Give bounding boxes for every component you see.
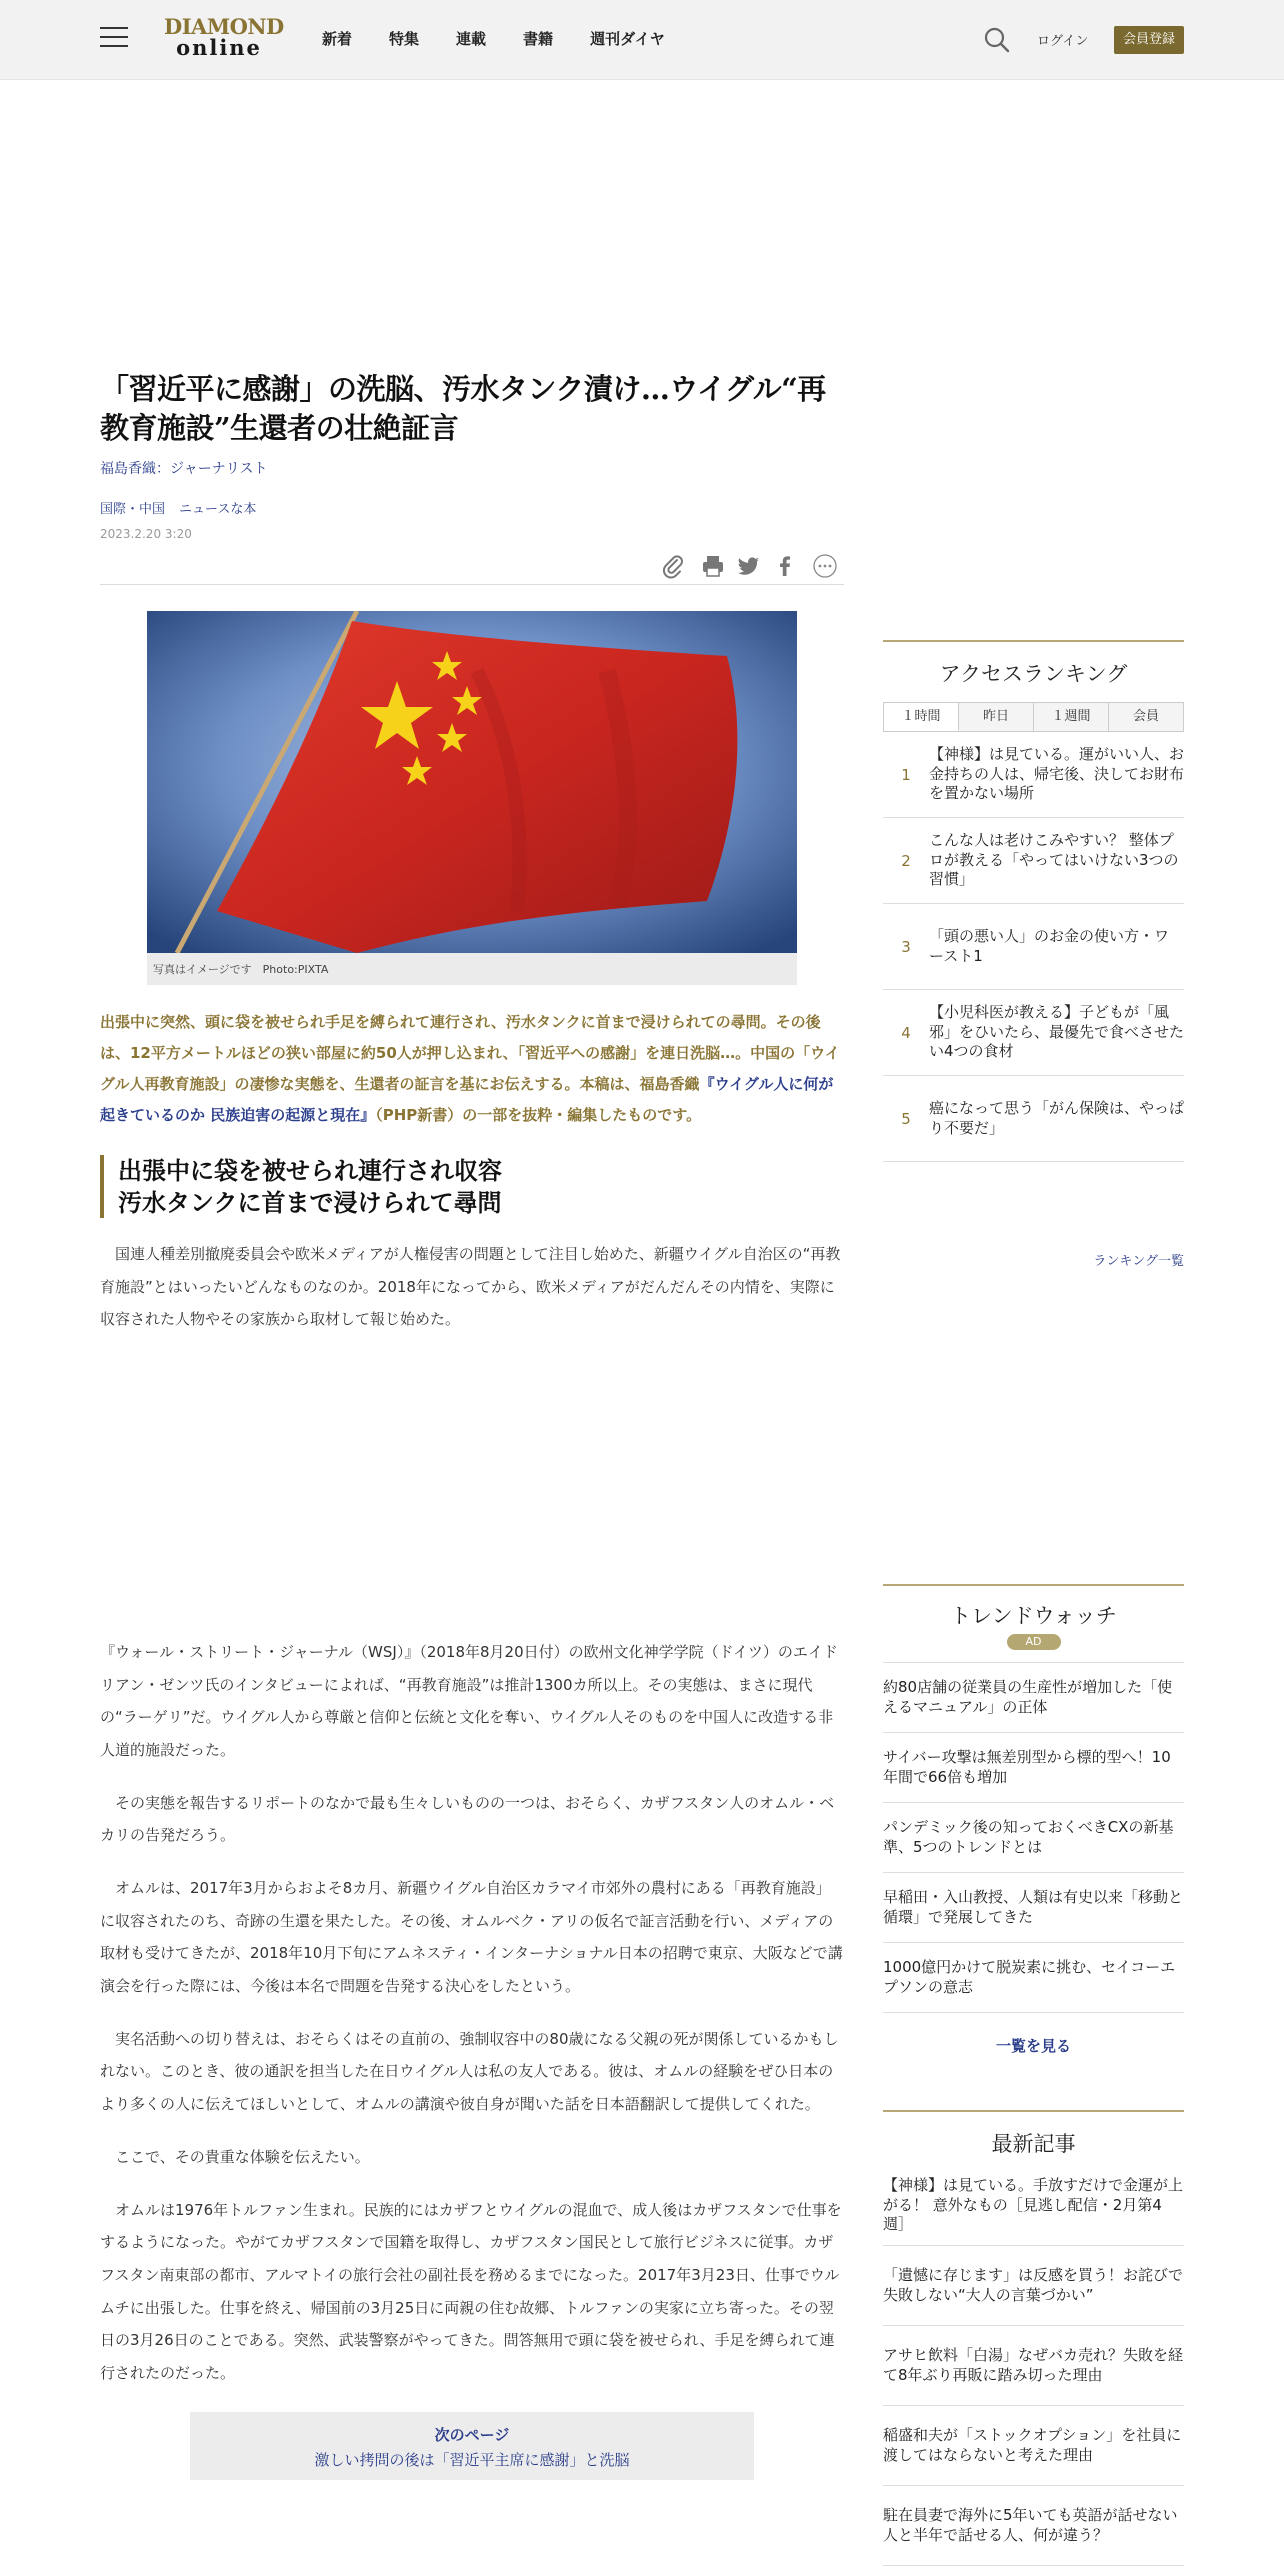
register-button[interactable]: 会員登録 bbox=[1114, 26, 1184, 54]
latest-box bbox=[883, 2110, 1184, 2566]
rank-number: 5 bbox=[901, 1109, 911, 1128]
trend-title: トレンドウォッチ bbox=[883, 1584, 1184, 1630]
rank-title: 癌になって思う「がん保険は、やっぱり不要だ」 bbox=[929, 1098, 1185, 1137]
ranking-item[interactable] bbox=[883, 818, 1184, 904]
ad-badge: AD bbox=[1007, 1634, 1061, 1650]
rank-title: こんな人は老けこみやすい？ 整体プロが教える「やってはいけない3つの習慣」 bbox=[929, 830, 1179, 889]
ranking-item[interactable] bbox=[883, 1076, 1184, 1162]
article-title: 「習近平に感謝」の洗脳、汚水タンク漬け…ウイグル“再教育施設”生還者の壮絶証言 bbox=[100, 372, 826, 446]
rank-number: 2 bbox=[901, 851, 911, 870]
latest-item[interactable]: 【神様】は見ている。手放すだけで金運が上がる！ 意外なもの［見逃し配信・2月第4週］ bbox=[883, 2166, 1184, 2246]
paperclip-icon[interactable] bbox=[660, 553, 686, 579]
latest-list bbox=[883, 2166, 1184, 2566]
article-paragraph: 『ウォール・ストリート・ジャーナル（WSJ）』（2018年8月20日付）の欧州文化神学学院（ドイツ）のエイドリアン・ゼンツ氏のインタビューによれば、“再教育施設”は推計1300カ所以上。その実態は、まさに現代の“ラーゲリ”だ。ウイグル人から尊厳と信仰と伝統と文化を奪い、ウイグル人そのものを中国人に改造する非人道的施設だった。 bbox=[100, 1642, 838, 1759]
category-link[interactable]: ニュースな本 bbox=[179, 502, 257, 518]
nav-item-features[interactable]: 特集 bbox=[389, 30, 420, 48]
site-logo[interactable] bbox=[164, 14, 284, 64]
trend-item[interactable]: 約80店舗の従業員の生産性が増加した「使えるマニュアル」の正体 bbox=[883, 1662, 1184, 1732]
section-heading-line: 汚水タンクに首まで浸けられて尋問 bbox=[118, 1187, 502, 1217]
ranking-item[interactable] bbox=[883, 990, 1184, 1076]
menu-icon[interactable] bbox=[100, 27, 128, 51]
article-categories bbox=[100, 498, 844, 517]
next-page-button[interactable] bbox=[190, 2412, 754, 2480]
logo-top: DIAMOND bbox=[164, 14, 284, 39]
site-header bbox=[0, 0, 1284, 80]
trend-box bbox=[883, 1584, 1184, 2056]
trend-item[interactable]: パンデミック後の知っておくべきCXの新基準、5つのトレンドとは bbox=[883, 1802, 1184, 1872]
trend-item[interactable]: サイバー攻撃は無差別型から標的型へ！10年間で66倍も増加 bbox=[883, 1732, 1184, 1802]
rank-title: 「頭の悪い人」のお金の使い方・ワースト1 bbox=[929, 926, 1170, 965]
lead-text-end: （PHP新書）の一部を抜粋・編集したものです。 bbox=[375, 1106, 702, 1125]
latest-item[interactable]: 駐在員妻で海外に5年いても英語が話せない人と半年で話せる人、何が違う？ bbox=[883, 2486, 1184, 2566]
rank-number: 1 bbox=[901, 765, 911, 784]
ranking-box bbox=[883, 640, 1184, 1269]
main-nav bbox=[322, 28, 702, 49]
tab-members[interactable]: 会員 bbox=[1109, 703, 1183, 731]
tab-yesterday[interactable]: 昨日 bbox=[959, 703, 1034, 731]
category-link[interactable]: 国際・中国 bbox=[100, 502, 166, 518]
tab-hour[interactable]: １時間 bbox=[884, 703, 959, 731]
article-paragraph: その実態を報告するリポートのなかで最も生々しいものの一つは、おそらく、カザフスタン人のオムル・ベカリの告発だろう。 bbox=[100, 1793, 835, 1845]
article-paragraph: 国連人種差別撤廃委員会や欧米メディアが人権侵害の問題として注目し始めた、新疆ウイグル自治区の“再教育施設”とはいったいどんなものなのか。2018年になってから、欧米メディアがだんだんその内情を、実際に収容された人物やその家族から取材して報じ始めた。 bbox=[100, 1244, 841, 1329]
see-all-link[interactable]: 一覧を見る bbox=[883, 2012, 1184, 2056]
facebook-icon[interactable] bbox=[772, 553, 798, 579]
ad-space bbox=[100, 1336, 844, 1616]
nav-item-new[interactable]: 新着 bbox=[322, 30, 353, 48]
rank-title: 【神様】は見ている。運がいい人、お金持ちの人は、帰宅後、決してお財布を置かない場所 bbox=[929, 744, 1185, 803]
article bbox=[100, 370, 844, 2480]
share-bar bbox=[100, 549, 844, 585]
section-heading-line: 出張中に袋を被せられ連行され収容 bbox=[118, 1156, 502, 1186]
nav-item-books[interactable]: 書籍 bbox=[523, 30, 554, 48]
next-page-label: 次のページ bbox=[434, 2425, 510, 2444]
logo-bottom: online bbox=[176, 35, 262, 60]
article-paragraph: ここで、その貴重な体験を伝えたい。 bbox=[115, 2147, 370, 2166]
twitter-icon[interactable] bbox=[736, 553, 762, 579]
latest-item[interactable]: アサヒ飲料「白湯」なぜバカ売れ？失敗を経て8年ぶり再販に踏み切った理由 bbox=[883, 2326, 1184, 2406]
article-photo bbox=[147, 611, 797, 953]
ranking-item[interactable] bbox=[883, 732, 1184, 818]
photo-caption: 写真はイメージです Photo:PIXTA bbox=[147, 953, 797, 985]
latest-title: 最新記事 bbox=[883, 2110, 1184, 2158]
more-share-icon[interactable] bbox=[812, 553, 838, 579]
article-lead bbox=[100, 1007, 844, 1131]
article-date: 2023.2.20 3:20 bbox=[100, 527, 192, 542]
nav-item-series[interactable]: 連載 bbox=[456, 30, 487, 48]
trend-item[interactable]: 早稲田・入山教授、人類は有史以来「移動と循環」で発展してきた bbox=[883, 1872, 1184, 1942]
book-link[interactable]: 『ウイグル人に何が起きているのか 民族迫害の起源と現在』 bbox=[100, 1075, 834, 1125]
ranking-item[interactable] bbox=[883, 904, 1184, 990]
rank-number: 3 bbox=[901, 937, 911, 956]
rank-number: 4 bbox=[901, 1023, 911, 1042]
article-paragraph: オムルは、2017年3月からおよそ8カ月、新疆ウイグル自治区カラマイ市郊外の農村にある「再教育施設」に収容されたのち、奇跡の生還を果たした。その後、オムルベク・アリの仮名で証言活動を行い、メディアの取材も受けてきたが、2018年10月下旬にアムネスティ・インターナショナル日本の招聘で東京、大阪などで講演会を行った際には、今後は本名で問題を告発する決心をしたという。 bbox=[100, 1879, 843, 1996]
latest-item[interactable]: 「遺憾に存じます」は反感を買う！お詫びで失敗しない“大人の言葉づかい” bbox=[883, 2246, 1184, 2326]
article-author[interactable]: 福島香織：ジャーナリスト bbox=[100, 461, 268, 478]
print-icon[interactable] bbox=[700, 553, 726, 579]
nav-item-weekly[interactable]: 週刊ダイヤ bbox=[590, 30, 665, 48]
section-heading bbox=[100, 1155, 844, 1217]
article-figure bbox=[147, 611, 797, 985]
article-paragraph: オムルは1976年トルファン生まれ。民族的にはカザフとウイグルの混血で、成人後はカザフスタンで仕事をするようになった。やがてカザフスタンで国籍を取得し、カザフスタン国民として旅行ビジネスに従事。カザフスタン南東部の都市、アルマトイの旅行会社の副社長を務めるまでになった。2017年3月23日、仕事でウルムチに出張した。仕事を終え、帰国前の3月25日に両親の住む故郷、トルファンの実家に立ち寄った。その翌日の3月26日のことである。突然、武装警察がやってきた。問答無用で頭に袋を被せられ、手足を縛られて連行されたのだった。 bbox=[100, 2200, 842, 2382]
ranking-title: アクセスランキング bbox=[883, 640, 1184, 688]
china-flag-image bbox=[147, 611, 797, 953]
tab-week[interactable]: １週間 bbox=[1034, 703, 1109, 731]
latest-item[interactable]: 稲盛和夫が「ストックオプション」を社員に渡してはならないと考えた理由 bbox=[883, 2406, 1184, 2486]
login-link[interactable]: ログイン bbox=[1037, 34, 1089, 49]
rank-title: 【小児科医が教える】子どもが「風邪」をひいたら、最優先で食べさせたい4つの食材 bbox=[929, 1002, 1185, 1061]
search-icon[interactable] bbox=[983, 26, 1011, 54]
article-paragraph: 実名活動への切り替えは、おそらくはその直前の、強制収容中の80歳になる父親の死が関係しているかもしれない。このとき、彼の通訳を担当した在日ウイグル人は私の友人である。彼は、オムルの経験をぜひ日本のより多くの人に伝えてほしいとして、オムルの講演や彼自身が聞いた話を日本語翻訳して提供してくれた。 bbox=[100, 2029, 839, 2114]
trend-list bbox=[883, 1662, 1184, 2012]
ranking-more-link[interactable]: ランキング一覧 bbox=[1093, 1254, 1184, 1269]
ranking-tabs bbox=[883, 702, 1184, 732]
trend-item[interactable]: 1000億円かけて脱炭素に挑む、セイコーエプソンの意志 bbox=[883, 1942, 1184, 2012]
next-page-title: 激しい拷問の後は「習近平主席に感謝」と洗脳 bbox=[314, 2450, 630, 2469]
lead-text: 出張中に突然、頭に袋を被せられ手足を縛られて連行され、汚水タンクに首まで浸けられての尋問。その後は、12平方メートルほどの狭い部屋に約50人が押し込まれ、「習近平への感謝」を連日洗脳…。中国の「ウイグル人再教育施設」の凄惨な実態を、生還者の証言を基にお伝えする。本稿は、福島香織 bbox=[100, 1013, 840, 1094]
